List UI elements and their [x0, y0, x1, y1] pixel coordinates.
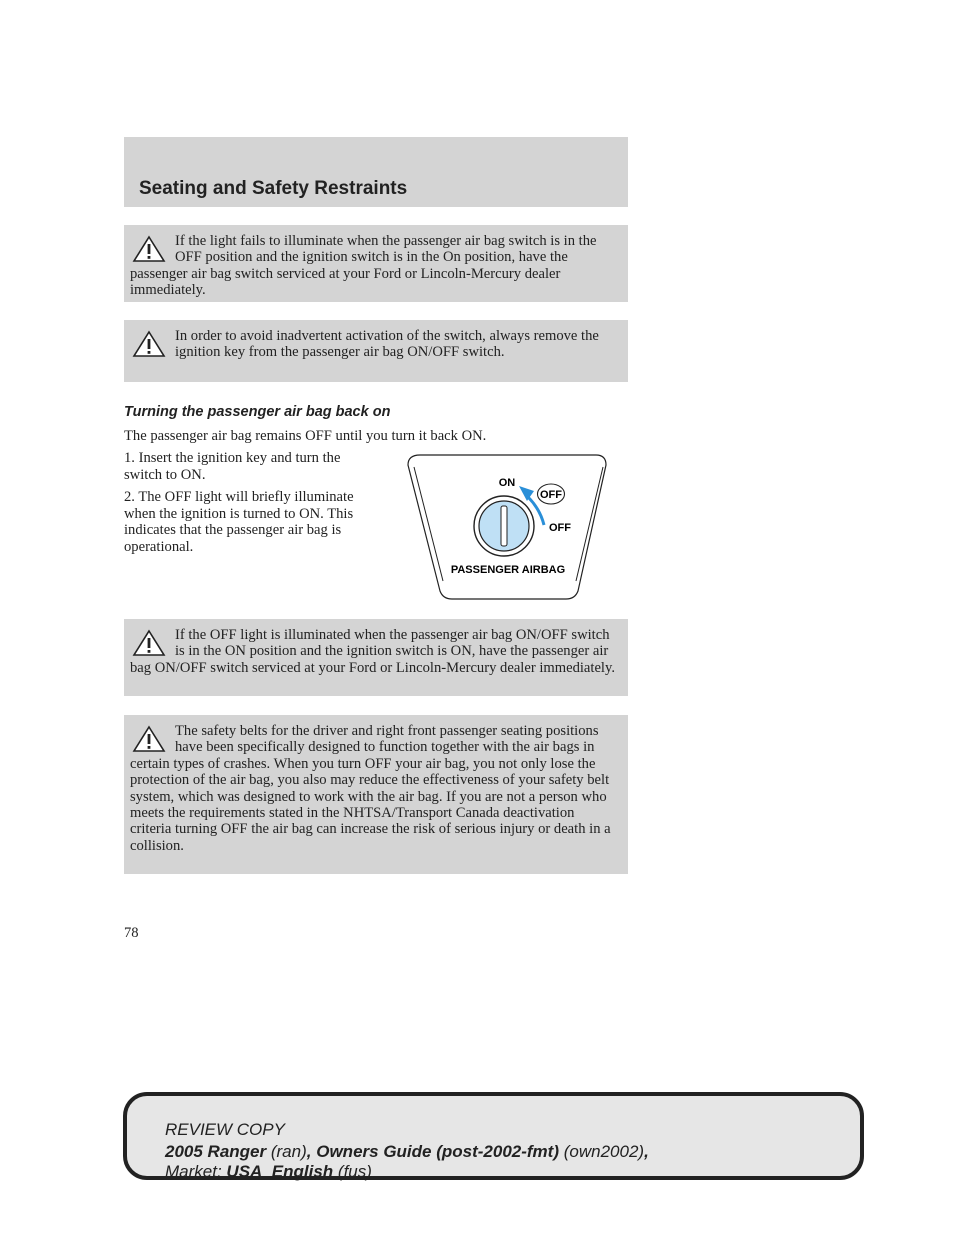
warning-triangle-icon [132, 725, 166, 753]
separator: , [644, 1142, 649, 1161]
market-value: USA_English [226, 1162, 334, 1181]
separator: , [306, 1142, 312, 1161]
intro-paragraph: The passenger air bag remains OFF until you turn it back ON. [124, 428, 487, 444]
model-code: (ran) [270, 1142, 307, 1161]
market-label: Market: [165, 1162, 222, 1181]
warning-box [124, 225, 628, 302]
guide-code: (own2002) [563, 1142, 645, 1161]
warning-box [124, 715, 628, 874]
warning-triangle-icon [132, 629, 166, 657]
guide-name: Owners Guide (post-2002-fmt) [316, 1142, 559, 1161]
review-copy-box [123, 1092, 864, 1180]
label-on: ON [498, 477, 516, 489]
step-2-text: 2. The OFF light will briefly illuminate when the ignition is turned to ON. This indicates that the passenger air bag is operational. [124, 489, 354, 555]
section-subheading: Turning the passenger air bag back on [124, 404, 391, 420]
review-label: REVIEW COPY [165, 1120, 285, 1139]
label-off-lamp: OFF [540, 489, 562, 501]
warning-triangle-icon [132, 235, 166, 263]
warning-text: If the OFF light is illuminated when the passenger air bag ON/OFF switch is in the ON position and the ignition switch is ON, have the passenger air bag ON/OFF switch serviced at your Ford or Lincoln-Mercury dealer immediately. [130, 627, 615, 676]
document-info-line [165, 1142, 649, 1162]
page-title: Seating and Safety Restraints [139, 178, 408, 199]
step-1-text: 1. Insert the ignition key and turn the switch to ON. [124, 450, 341, 483]
airbag-switch-illustration [406, 453, 608, 601]
label-off: OFF [549, 522, 571, 534]
label-passenger-airbag: PASSENGER AIRBAG [450, 564, 566, 576]
warning-text: In order to avoid inadvertent activation of the switch, always remove the ignition key from the passenger air bag ON/OFF switch. [175, 328, 599, 361]
warning-box [124, 320, 628, 382]
warning-box [124, 619, 628, 696]
warning-triangle-icon [132, 330, 166, 358]
page-number: 78 [124, 925, 139, 941]
section-header [124, 137, 628, 207]
market-line [165, 1162, 372, 1182]
model-name: 2005 Ranger [165, 1142, 267, 1161]
warning-text: If the light fails to illuminate when the passenger air bag switch is in the OFF position and the ignition switch is in the On position, have the passenger air bag switch serviced at your Ford or Lincoln-Mercury dealer immediately. [130, 233, 597, 299]
warning-text: The safety belts for the driver and right front passenger seating positions have been specifically designed to function together with the air bags in certain types of crashes. When you turn OFF your air bag, you not only lose the protection of the air bag, you also may reduce the effectiveness of your safety belt system, which was designed to work with the air bag. If you are not a person who meets the requirements stated in the NHTSA/Transport Canada deactivation criteria turning OFF the air bag can increase the risk of serious injury or death in a collision. [130, 723, 611, 854]
market-code: (fus) [337, 1162, 372, 1181]
